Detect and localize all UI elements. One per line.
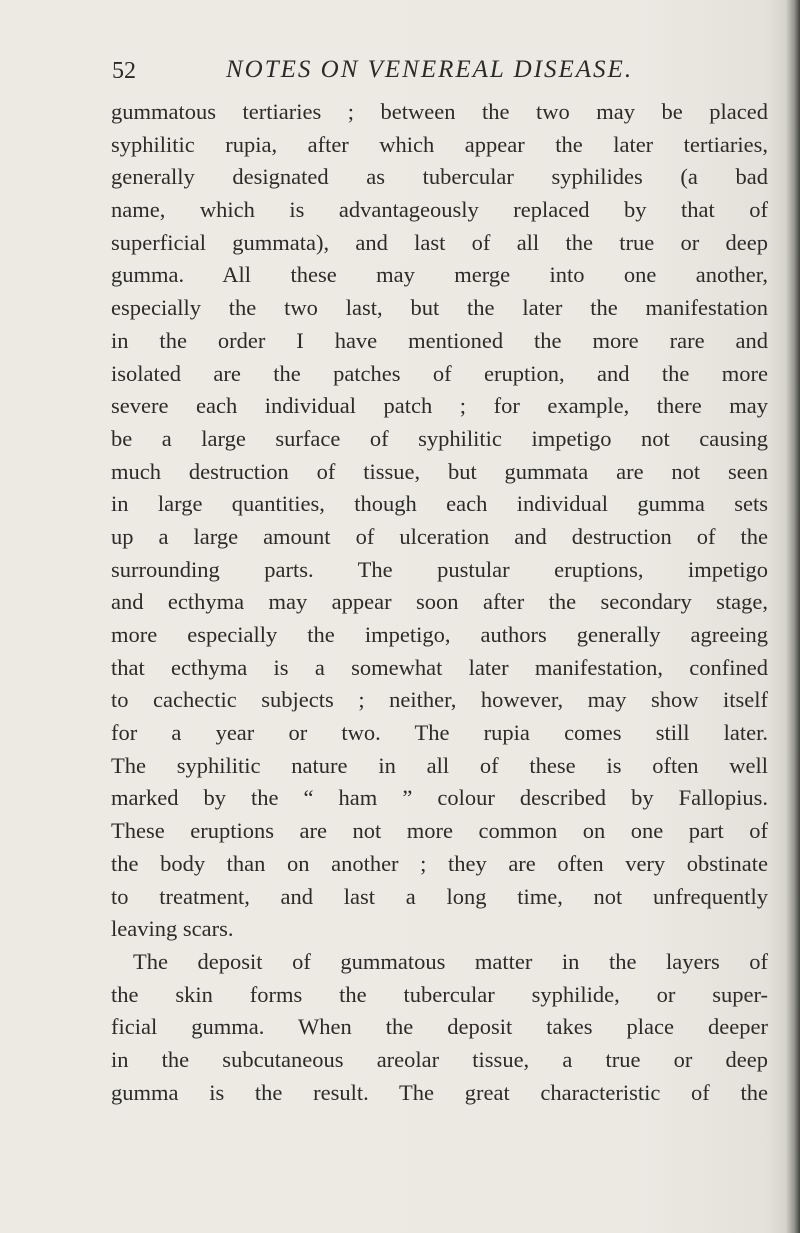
paragraph-last-line: leaving scars. <box>111 916 234 942</box>
text-line: up a large amount of ulceration and destruction of the <box>111 523 768 549</box>
text-line: to cachectic subjects ; neither, however, may show itself <box>111 687 768 713</box>
text-line: isolated are the patches of eruption, and the more <box>111 360 768 386</box>
text-line: that ecthyma is a somewhat later manifestation, confined <box>111 654 768 680</box>
text-line: in the order I have mentioned the more rare and <box>111 327 768 353</box>
text-line: severe each individual patch ; for example, there may <box>111 393 768 419</box>
text-line: gumma. All these may merge into one another, <box>111 262 768 288</box>
page-edge-shadow <box>786 0 800 1233</box>
text-line: generally designated as tubercular syphilides (a bad <box>111 164 768 190</box>
text-line: much destruction of tissue, but gummata are not seen <box>111 458 768 484</box>
text-line: These eruptions are not more common on one part of <box>111 818 768 844</box>
paragraph-first-line: The deposit of gummatous matter in the layers of <box>133 948 768 974</box>
text-line: ficial gumma. When the deposit takes place deeper <box>111 1014 768 1040</box>
text-line: surrounding parts. The pustular eruptions, impetigo <box>111 556 768 582</box>
text-line: be a large surface of syphilitic impetigo not causing <box>111 425 768 451</box>
text-line: marked by the “ ham ” colour described by Fallopius. <box>111 785 768 811</box>
text-line: name, which is advantageously replaced by that of <box>111 197 768 223</box>
text-line: in the subcutaneous areolar tissue, a true or deep <box>111 1046 768 1072</box>
running-head: NOTES ON VENEREAL DISEASE. <box>226 56 634 83</box>
body-text <box>111 96 768 1109</box>
text-line: syphilitic rupia, after which appear the later tertiaries, <box>111 131 768 157</box>
text-line: especially the two last, but the later the manifestation <box>111 295 768 321</box>
text-line: the skin forms the tubercular syphilide, or super- <box>111 981 768 1007</box>
text-line: gumma is the result. The great characteristic of the <box>111 1079 768 1105</box>
page-header <box>112 56 772 90</box>
text-line: for a year or two. The rupia comes still later. <box>111 720 768 746</box>
text-line: The syphilitic nature in all of these is often well <box>111 752 768 778</box>
text-line: in large quantities, though each individual gumma sets <box>111 491 768 517</box>
text-line: superficial gummata), and last of all the true or deep <box>111 229 768 255</box>
text-line: the body than on another ; they are often very obstinate <box>111 850 768 876</box>
text-line: gummatous tertiaries ; between the two may be placed <box>111 99 768 124</box>
text-line: and ecthyma may appear soon after the secondary stage, <box>111 589 768 615</box>
text-line: to treatment, and last a long time, not unfrequently <box>111 883 768 909</box>
page-number: 52 <box>112 58 136 84</box>
text-line: more especially the impetigo, authors generally agreeing <box>111 622 768 647</box>
